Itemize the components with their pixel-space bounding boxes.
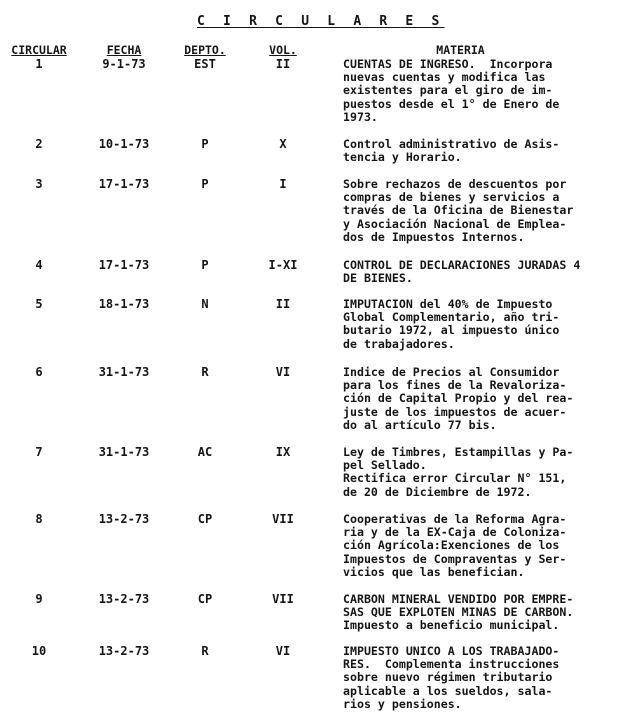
- circular-dept: EST: [194, 57, 216, 71]
- circular-date: 13-2-73: [98, 644, 150, 658]
- header-materia: [343, 44, 578, 57]
- header-depto: [172, 44, 238, 57]
- circular-dept: CP: [197, 512, 213, 526]
- circular-dept: P: [201, 137, 209, 151]
- circular-subject: Cooperativas de la Reforma Agra- ria y de la EX-Caja de Coloniza- ción Agrícola:Exenciones de los Impuestos de Compraventas y Ser- vicios que las benefician.: [343, 512, 567, 579]
- circular-subject: CONTROL DE DECLARACIONES JURADAS 4 DE BIENES.: [343, 258, 581, 286]
- circular-volume: II: [275, 57, 291, 71]
- circular-number: 8: [35, 512, 43, 526]
- circular-volume: VI: [275, 644, 291, 658]
- circular-volume: II: [275, 297, 291, 311]
- circular-date: 13-2-73: [98, 512, 150, 526]
- circular-subject: Ley de Timbres, Estampillas y Pa- pel Sellado. Rectifica error Circular N° 151, de 20 de Diciembre de 1972.: [343, 445, 574, 499]
- circular-subject: IMPUESTO UNICO A LOS TRABAJADO- RES. Complementa instrucciones sobre nuevo régimen tributario aplicable a los sueldos, sala- rios y pensiones.: [343, 644, 560, 711]
- circular-date: 31-1-73: [98, 365, 150, 379]
- circular-number: 1: [35, 57, 43, 71]
- circular-number: 5: [35, 297, 43, 311]
- header-circular: [6, 44, 72, 57]
- circular-volume: VII: [272, 512, 294, 526]
- circular-volume: VI: [275, 365, 291, 379]
- circular-date: 9-1-73: [102, 57, 146, 71]
- circular-dept: N: [201, 297, 209, 311]
- circular-subject: CARBON MINERAL VENDIDO POR EMPRE- SAS QUE EXPLOTEN MINAS DE CARBON. Impuesto a beneficio municipal.: [343, 592, 574, 633]
- circular-volume: X: [279, 137, 287, 151]
- circular-dept: R: [201, 644, 209, 658]
- circular-volume: I-XI: [268, 258, 298, 272]
- header-depto-label: DEPTO.: [184, 43, 226, 57]
- header-vol-label: VOL.: [269, 43, 297, 57]
- circular-volume: I: [279, 177, 287, 191]
- circular-dept: CP: [197, 592, 213, 606]
- page-title: C I R C U L A R E S: [197, 14, 445, 29]
- circular-date: 10-1-73: [98, 137, 150, 151]
- circular-subject: Sobre rechazos de descuentos por compras de bienes y servicios a través de la Oficina de Bienestar y Asociación Nacional de Emplea- dos de Impuestos Internos.: [343, 177, 574, 244]
- circular-dept: R: [201, 365, 209, 379]
- circular-dept: P: [201, 177, 209, 191]
- circular-date: 17-1-73: [98, 177, 150, 191]
- circular-subject: CUENTAS DE INGRESO. Incorpora nuevas cuentas y modifica las existentes para el giro de im- puestos desde el 1° de Enero de 1973.: [343, 57, 560, 124]
- circular-volume: IX: [275, 445, 291, 459]
- circular-volume: VII: [272, 592, 294, 606]
- circular-number: 4: [35, 258, 43, 272]
- header-fecha-label: FECHA: [106, 43, 142, 57]
- circular-date: 13-2-73: [98, 592, 150, 606]
- circular-number: 2: [35, 137, 43, 151]
- circular-dept: AC: [197, 445, 213, 459]
- header-materia-label: MATERIA: [436, 43, 485, 57]
- header-fecha: [88, 44, 160, 57]
- circular-number: 9: [35, 592, 43, 606]
- circular-number: 6: [35, 365, 43, 379]
- circular-dept: P: [201, 258, 209, 272]
- circular-number: 10: [31, 644, 47, 658]
- circular-subject: Control administrativo de Asis- tencia y Horario.: [343, 137, 560, 165]
- header-circular-label: CIRCULAR: [11, 43, 67, 57]
- circular-subject: Indice de Precios al Consumidor para los fines de la Revaloriza- ción de Capital Propio y del rea- juste de los impuestos de acuer- do al artículo 77 bis.: [343, 365, 574, 432]
- circular-subject: IMPUTACION del 40% de Impuesto Global Complementario, año tri- butario 1972, al impuesto único de trabajadores.: [343, 297, 560, 351]
- circular-number: 7: [35, 445, 43, 459]
- circular-number: 3: [35, 177, 43, 191]
- circular-date: 17-1-73: [98, 258, 150, 272]
- circular-date: 18-1-73: [98, 297, 150, 311]
- circular-date: 31-1-73: [98, 445, 150, 459]
- header-vol: [252, 44, 314, 57]
